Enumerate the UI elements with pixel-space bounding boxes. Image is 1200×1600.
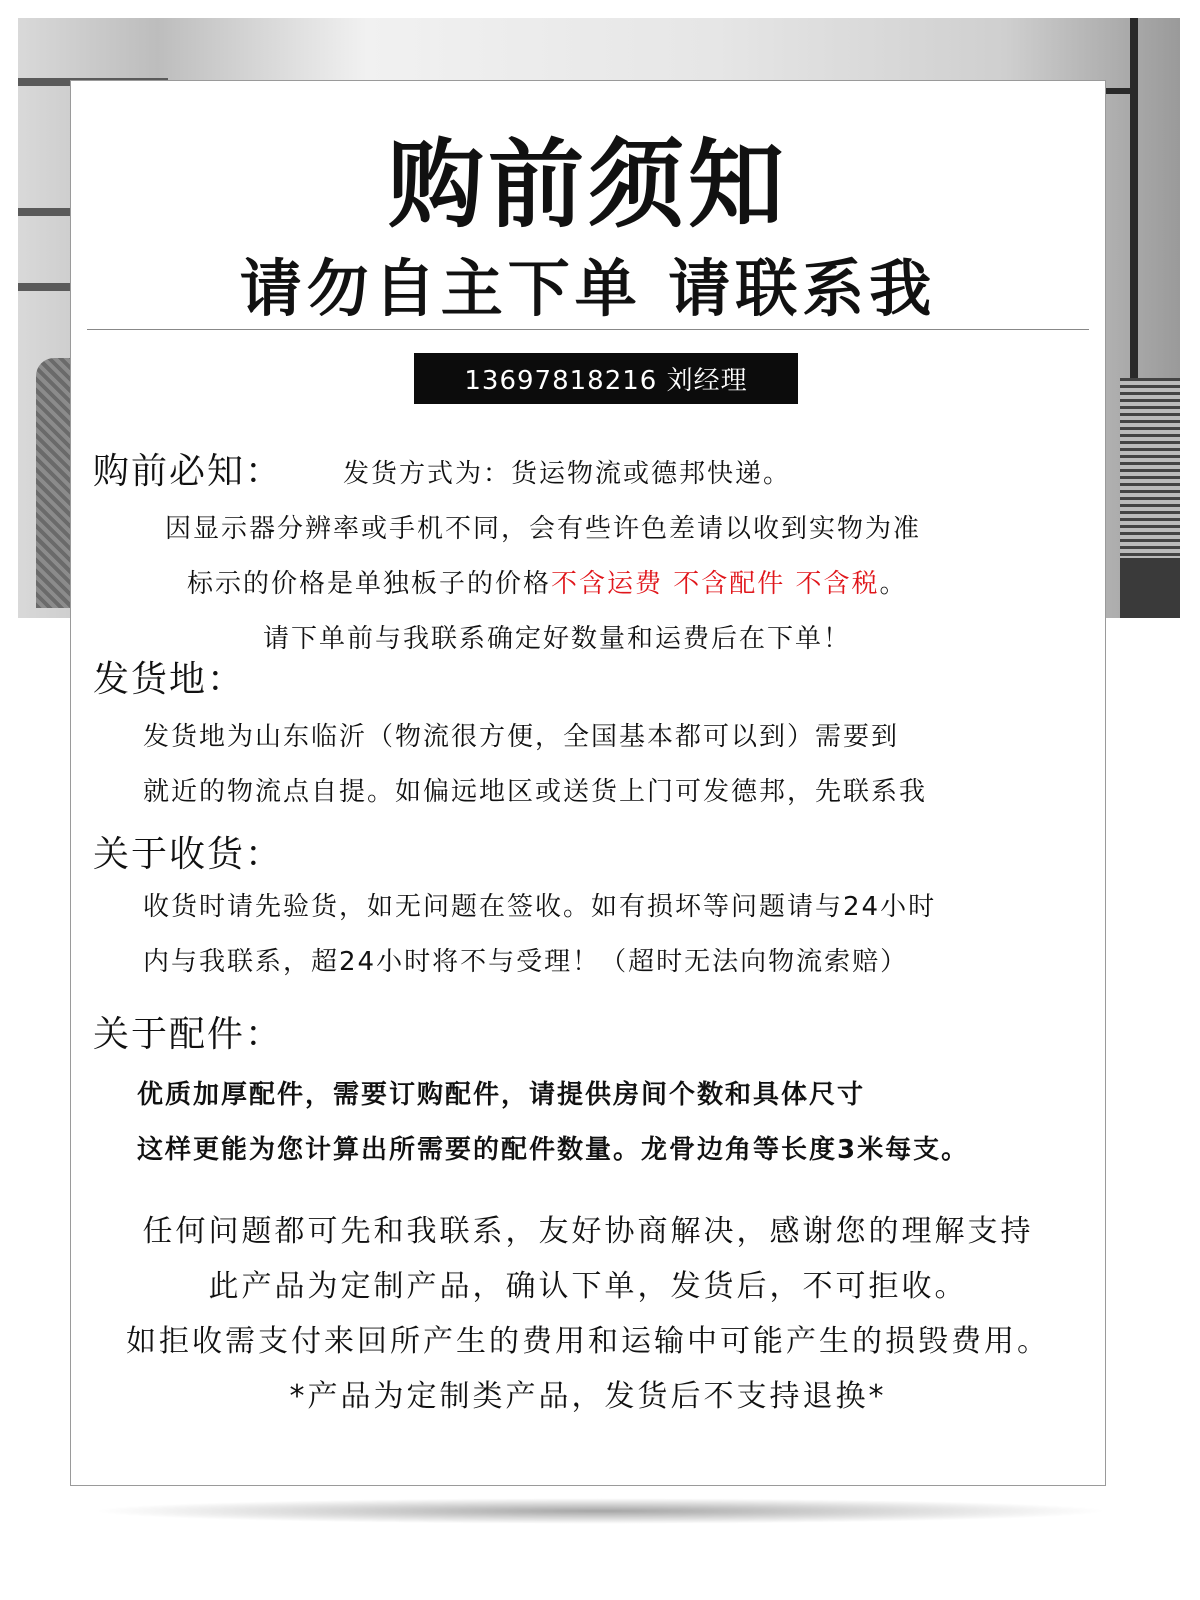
section-line: 内与我联系，超24小时将不与受理！（超时无法向物流索赔） bbox=[143, 947, 909, 977]
section-line: 就近的物流点自提。如偏远地区或送货上门可发德邦，先联系我 bbox=[143, 777, 928, 807]
section-heading-before-purchase: 购前必知： bbox=[93, 451, 284, 492]
section-line: 发货地为山东临沂（物流很方便，全国基本都可以到）需要到 bbox=[143, 722, 900, 752]
section-line: 因显示器分辨率或手机不同，会有些许色差请以收到实物为准 bbox=[165, 514, 922, 544]
floor-shape bbox=[1120, 558, 1180, 618]
section-line: 这样更能为您计算出所需要的配件数量。龙骨边角等长度3米每支。 bbox=[137, 1135, 970, 1165]
section-heading-receiving: 关于收货： bbox=[93, 834, 284, 875]
section-heading-accessories: 关于配件： bbox=[93, 1014, 284, 1055]
page-title: 购前须知 bbox=[388, 129, 788, 241]
price-note-suffix: 。 bbox=[879, 569, 908, 599]
window-frame-shape bbox=[1130, 18, 1138, 378]
price-note-prefix: 标示的价格是单独板子的价格 bbox=[187, 569, 552, 599]
section-heading-shipping-origin: 发货地： bbox=[93, 659, 246, 700]
card-shadow bbox=[90, 1498, 1110, 1524]
contact-badge: 13697818216 刘经理 bbox=[414, 353, 798, 404]
closing-line: *产品为定制类产品，发货后不支持退换* bbox=[289, 1379, 887, 1414]
section-line: 优质加厚配件，需要订购配件，请提供房间个数和具体尺寸 bbox=[137, 1080, 866, 1110]
blinds-shape bbox=[1120, 378, 1180, 558]
notice-card bbox=[70, 80, 1106, 1486]
price-note-highlight: 不含运费 不含配件 不含税 bbox=[551, 569, 880, 599]
closing-line: 此产品为定制产品，确认下单，发货后，不可拒收。 bbox=[208, 1269, 968, 1304]
price-note-line bbox=[187, 563, 908, 600]
section-line: 请下单前与我联系确定好数量和运费后在下单！ bbox=[263, 624, 852, 654]
closing-line: 如拒收需支付来回所产生的费用和运输中可能产生的损毁费用。 bbox=[126, 1324, 1050, 1359]
title-divider bbox=[87, 329, 1089, 330]
page-subtitle: 请勿自主下单 请联系我 bbox=[239, 252, 937, 325]
closing-line: 任何问题都可先和我联系，友好协商解决，感谢您的理解支持 bbox=[142, 1214, 1034, 1249]
section-line: 收货时请先验货，如无问题在签收。如有损坏等问题请与24小时 bbox=[143, 892, 937, 922]
section-line: 发货方式为：货运物流或德邦快递。 bbox=[343, 459, 792, 489]
